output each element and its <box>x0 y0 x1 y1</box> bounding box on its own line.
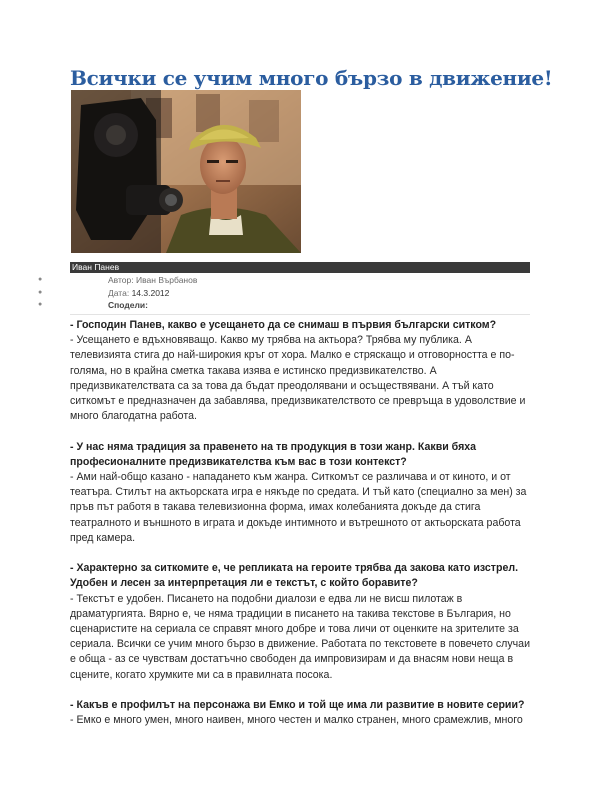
answer-1: - Усещането е вдъхновяващо. Какво му трябва на актьора? Трябва му публика. А телевизията стига до най-широкия кръг от хора. Малко е стряскащо и отговорността е по-голяма, но в крайна сметка такава изява е истинско предизвикателство. А предизвикателствата са за това да бъдат преодолявани и осъществявани. А тъй като ситкомът е предназначен да забавлява, предизвикателството се превръща в удоволствие и много благодатна работа. <box>70 334 526 423</box>
question-3: - Характерно за ситкомите е, че репликата на героите трябва да закова като изстрел. Удобен и лесен за интерпретация ли е текстът, с който боравите? <box>70 562 519 590</box>
date-label: Дата: <box>108 287 130 298</box>
article-body <box>70 318 532 728</box>
author-label: Автор: <box>108 275 134 285</box>
article-title: Всички се учим много бързо в движение! <box>70 66 553 90</box>
answer-2: - Ами най-общо казано - нападането към жанра. Ситкомът се различава и от киното, и от театъра. Стилът на актьорската игра е някъде по средата. И тъй като (специално за мен) за пръв път работя в такава телевизионна форма, имах колебанията докъде да стига театралното и външното в играта и докъде интимното и вътрешното от актьорската работа пред камера. <box>70 471 527 544</box>
author-name[interactable]: Иван Върбанов <box>136 275 198 285</box>
question-4: - Какъв е профилът на персонажа ви Емко и той ще има ли развитие в новите серии? <box>70 699 525 712</box>
divider <box>70 314 530 315</box>
share-label[interactable]: Сподели: <box>108 300 148 310</box>
bullet-icon: ● <box>38 288 43 296</box>
answer-4: - Емко е много умен, много наивен, много честен и малко странен, много срамежлив, много <box>70 714 523 727</box>
question-2: - У нас няма традиция за правенето на тв продукция в този жанр. Какви бяха професионалните предизвикателства към вас в този контекст? <box>70 440 477 468</box>
date-value: 14.3.2012 <box>131 287 170 298</box>
article-photo <box>71 90 301 253</box>
question-1: - Господин Панев, какво е усещането да се снимаш в първия български ситком? <box>70 319 497 331</box>
bullet-icon: ● <box>38 301 43 308</box>
photo-caption: Иван Панев <box>70 262 530 273</box>
bullet-icon: ● <box>38 276 43 283</box>
answer-3: - Текстът е удобен. Писането на подобни диалози е едва ли не висш пилотаж в драматургията. Вярно е, че няма традиции в писането на такива текстове в България, но сценаристите на сериала се справят много добре и това личи от оценките на зрителите за сериала. Всички се учим много бързо в движение. Работата по текстовете в повечето случаи е обща - аз се чувствам достатъчно свободен да импровизирам и да внасям нови неща в сцените, когато хрумките ми са в правилната посока. <box>70 592 530 681</box>
